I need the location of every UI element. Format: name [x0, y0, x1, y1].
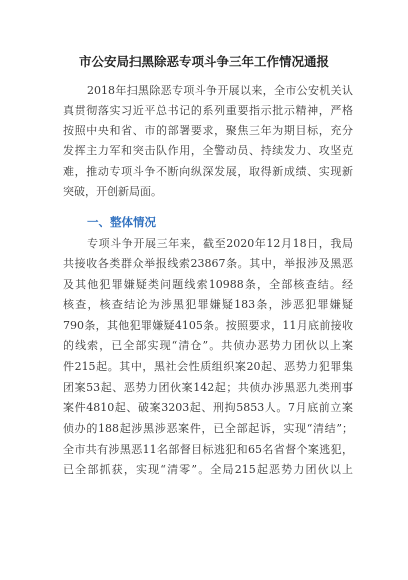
intro-paragraph-line: 发挥主力军和突击队作用，全警动员、持续发力、攻坚克 [63, 144, 353, 157]
section-paragraph-line: 的线索，已全部实现“清仓”。共侦办恶势力团伙以上案 [63, 339, 353, 352]
section-paragraph-line: 专项斗争开展三年来，截至2020年12月18日，我局 [87, 237, 353, 250]
section-paragraph-line: 侦办的188起涉黑涉恶案件，已全部起诉，实现“清结”； [63, 422, 353, 435]
intro-paragraph-line: 按照中央和省、市的部署要求，聚焦三年为期目标，充分 [63, 124, 353, 137]
section-paragraph-line: 全市共有涉黑恶11名部督目标逃犯和65名省督个案逃犯， [63, 443, 353, 456]
section-paragraph-line: 共接收各类群众举报线索23867条。其中，举报涉及黑恶 [63, 257, 353, 270]
section-paragraph-line: 核查，核查结论为涉黑犯罪嫌疑183条，涉恶犯罪嫌疑 [63, 298, 353, 311]
section-paragraph-line: 团案53起、恶势力团伙案142起；共侦办涉黑恶九类刑事 [63, 381, 353, 394]
section-heading: 一、整体情况 [87, 215, 156, 229]
section-paragraph-line: 790条，其他犯罪嫌疑4105条。按照要求，11月底前接收 [63, 319, 353, 332]
document-title: 市公安局扫黑除恶专项斗争三年工作情况通报 [78, 54, 329, 69]
section-paragraph-line: 已全部抓获，实现“清零”。全局215起恶势力团伙以上 [63, 463, 353, 476]
section-paragraph-line: 案件4810起、破案3203起、刑拘5853人。7月底前立案 [63, 401, 353, 414]
intro-paragraph-line: 真贯彻落实习近平总书记的系列重要指示批示精神，严格 [63, 104, 353, 117]
intro-paragraph-line: 难，推动专项斗争不断向纵深发展，取得新成绩、实现新 [63, 165, 353, 178]
intro-paragraph-line: 突破，开创新局面。 [63, 185, 162, 198]
section-paragraph-line: 件215起。其中，黑社会性质组织案20起、恶势力犯罪集 [63, 360, 353, 373]
intro-paragraph-line: 2018年扫黑除恶专项斗争开展以来，全市公安机关认 [87, 84, 353, 97]
section-paragraph-line: 及其他犯罪嫌疑类问题线索10988条，全部核查结。经 [63, 278, 353, 291]
